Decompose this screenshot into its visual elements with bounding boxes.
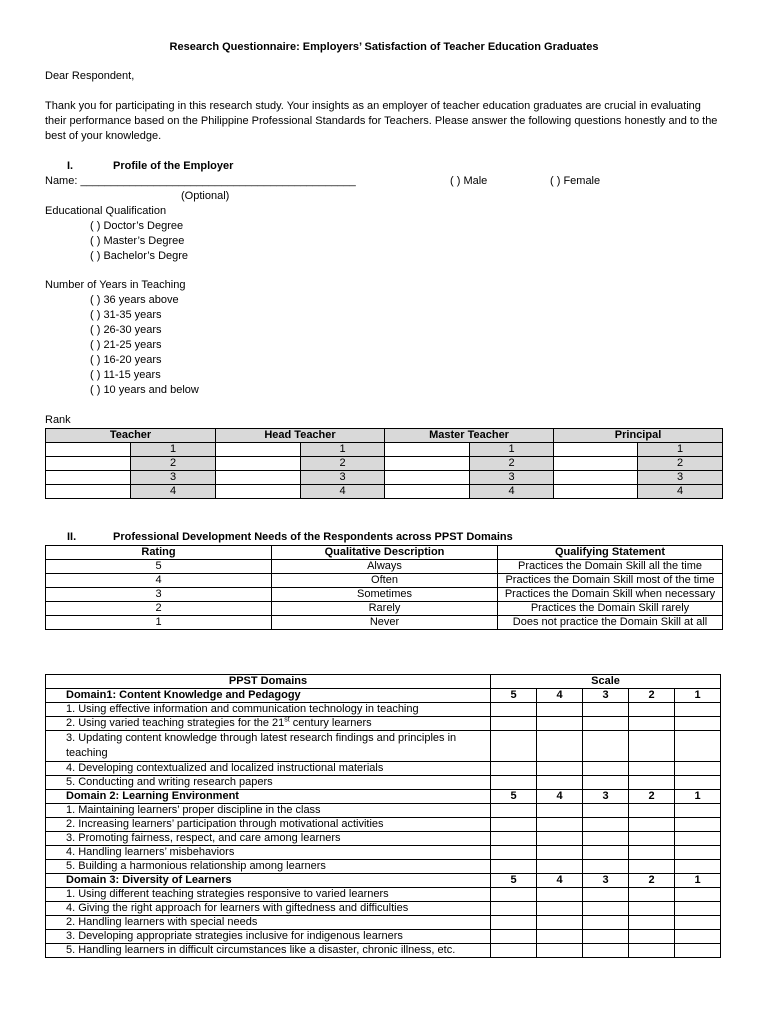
- rank-number: 4: [638, 485, 723, 499]
- rating-row: [46, 616, 723, 630]
- rank-number: 1: [638, 443, 723, 457]
- rank-blank-cell[interactable]: [385, 443, 470, 457]
- domain-item-row: [46, 832, 721, 846]
- scale-cell[interactable]: [491, 832, 537, 846]
- rating-description: Often: [272, 574, 498, 588]
- ppst-header-row: [46, 675, 721, 689]
- domain-title-row: [46, 874, 721, 888]
- scale-cell[interactable]: [583, 762, 629, 776]
- scale-cell[interactable]: [537, 731, 583, 762]
- years-label: Number of Years in Teaching: [45, 279, 186, 291]
- scale-cell[interactable]: [675, 860, 721, 874]
- scale-cell[interactable]: [583, 731, 629, 762]
- scale-cell[interactable]: [491, 888, 537, 902]
- domain-item-row: [46, 717, 721, 731]
- rating-value: 5: [46, 560, 272, 574]
- scale-cell[interactable]: [491, 818, 537, 832]
- rank-header-teacher: Teacher: [46, 429, 216, 443]
- scale-label: 5: [491, 874, 537, 888]
- rank-number: 4: [470, 485, 554, 499]
- domain-1-title: Domain1: Content Knowledge and Pedagogy: [46, 689, 491, 703]
- domain-item-row: [46, 703, 721, 717]
- rank-header-master-teacher: Master Teacher: [385, 429, 554, 443]
- rating-description: Rarely: [272, 602, 498, 616]
- section-2-number: II.: [67, 531, 77, 543]
- domain-item: 3. Developing appropriate strategies inclusive for indigenous learners: [46, 930, 491, 944]
- statement-header: Qualifying Statement: [498, 546, 723, 560]
- rating-statement: Practices the Domain Skill when necessary: [498, 588, 723, 602]
- rank-blank-cell[interactable]: [554, 485, 638, 499]
- scale-cell[interactable]: [675, 944, 721, 958]
- section-1-title: Profile of the Employer: [113, 160, 234, 172]
- scale-cell[interactable]: [629, 804, 675, 818]
- scale-cell[interactable]: [537, 888, 583, 902]
- domain-3-title: Domain 3: Diversity of Learners: [46, 874, 491, 888]
- scale-cell[interactable]: [537, 916, 583, 930]
- rating-row: [46, 560, 723, 574]
- scale-cell[interactable]: [629, 930, 675, 944]
- domain-item: [46, 717, 491, 731]
- rank-header-head-teacher: Head Teacher: [216, 429, 385, 443]
- scale-label: 1: [675, 874, 721, 888]
- scale-label: 4: [537, 790, 583, 804]
- domain-item: 5. Building a harmonious relationship among learners: [46, 860, 491, 874]
- scale-label: 5: [491, 790, 537, 804]
- scale-cell[interactable]: [583, 717, 629, 731]
- scale-label: 3: [583, 874, 629, 888]
- rank-number: 1: [470, 443, 554, 457]
- years-option[interactable]: ( ) 16-20 years: [90, 354, 162, 366]
- rank-row: [46, 443, 723, 457]
- domain-item-row: [46, 846, 721, 860]
- rank-label: Rank: [45, 414, 71, 426]
- intro-paragraph: Thank you for participating in this research study. Your insights as an employer of teacher education graduates are crucial in evaluating their performance based on the Philippine Professional Standards for Teachers. Please answer the following questions honestly and to the best of your knowledge.: [45, 100, 718, 142]
- scale-cell[interactable]: [537, 944, 583, 958]
- scale-cell[interactable]: [675, 703, 721, 717]
- domain-item: 5. Conducting and writing research papers: [46, 776, 491, 790]
- scale-cell[interactable]: [583, 944, 629, 958]
- scale-cell[interactable]: [675, 832, 721, 846]
- education-option[interactable]: ( ) Master’s Degree: [90, 235, 185, 247]
- rank-number: 1: [131, 443, 216, 457]
- rank-number: 3: [131, 471, 216, 485]
- scale-cell[interactable]: [491, 762, 537, 776]
- rank-blank-cell[interactable]: [554, 471, 638, 485]
- scale-cell[interactable]: [537, 762, 583, 776]
- rating-header: Rating: [46, 546, 272, 560]
- scale-cell[interactable]: [583, 804, 629, 818]
- rating-statement: Practices the Domain Skill most of the time: [498, 574, 723, 588]
- rank-blank-cell[interactable]: [216, 471, 301, 485]
- ppst-domains-table: [45, 674, 721, 958]
- scale-cell[interactable]: [629, 703, 675, 717]
- domain-2-title: Domain 2: Learning Environment: [46, 790, 491, 804]
- section-1-number: I.: [67, 160, 74, 172]
- rating-statement: Practices the Domain Skill rarely: [498, 602, 723, 616]
- rating-value: 2: [46, 602, 272, 616]
- scale-cell[interactable]: [537, 930, 583, 944]
- section-2-title: Professional Development Needs of the Respondents across PPST Domains: [113, 531, 513, 543]
- scale-cell[interactable]: [537, 832, 583, 846]
- scale-cell[interactable]: [491, 902, 537, 916]
- scale-cell[interactable]: [491, 930, 537, 944]
- domain-item-text-tail: century learners: [289, 717, 372, 729]
- scale-cell[interactable]: [629, 717, 675, 731]
- rating-description: Never: [272, 616, 498, 630]
- domain-item-row: [46, 930, 721, 944]
- years-option[interactable]: ( ) 36 years above: [90, 294, 179, 306]
- domain-item: 4. Handling learners’ misbehaviors: [46, 846, 491, 860]
- domain-item-row: [46, 902, 721, 916]
- scale-cell[interactable]: [675, 930, 721, 944]
- scale-label: 1: [675, 790, 721, 804]
- domain-title-row: [46, 689, 721, 703]
- years-option[interactable]: ( ) 11-15 years: [90, 369, 161, 381]
- domain-item: 5. Handling learners in difficult circumstances like a disaster, chronic illness, etc.: [46, 944, 491, 958]
- scale-cell[interactable]: [629, 832, 675, 846]
- scale-cell[interactable]: [675, 888, 721, 902]
- scale-cell[interactable]: [583, 916, 629, 930]
- rank-blank-cell[interactable]: [46, 443, 131, 457]
- scale-label: 4: [537, 689, 583, 703]
- scale-cell[interactable]: [629, 776, 675, 790]
- rank-blank-cell[interactable]: [216, 443, 301, 457]
- rank-number: 4: [131, 485, 216, 499]
- domain-item: 4. Developing contextualized and localized instructional materials: [46, 762, 491, 776]
- scale-label: 2: [629, 790, 675, 804]
- scale-cell[interactable]: [629, 818, 675, 832]
- rank-blank-cell[interactable]: [554, 457, 638, 471]
- domain-item-row: [46, 888, 721, 902]
- domain-item-row: [46, 762, 721, 776]
- rank-table: [45, 428, 723, 499]
- scale-cell[interactable]: [629, 846, 675, 860]
- scale-label: 3: [583, 790, 629, 804]
- document-title: Research Questionnaire: Employers’ Satisfaction of Teacher Education Graduates: [169, 41, 599, 53]
- scale-cell[interactable]: [675, 717, 721, 731]
- rating-row: [46, 602, 723, 616]
- rank-number: 2: [301, 457, 385, 471]
- rank-blank-cell[interactable]: [385, 471, 470, 485]
- scale-cell[interactable]: [583, 930, 629, 944]
- rating-row: [46, 574, 723, 588]
- rating-value: 4: [46, 574, 272, 588]
- domain-title-row: [46, 790, 721, 804]
- scale-cell[interactable]: [583, 832, 629, 846]
- scale-cell[interactable]: [583, 776, 629, 790]
- domain-item-text: 2. Using varied teaching strategies for the 21: [66, 717, 285, 729]
- scale-cell[interactable]: [491, 846, 537, 860]
- domain-item: 1. Using effective information and communication technology in teaching: [46, 703, 491, 717]
- rank-blank-cell[interactable]: [216, 485, 301, 499]
- scale-label: 3: [583, 689, 629, 703]
- rank-header-row: [46, 429, 723, 443]
- rating-row: [46, 588, 723, 602]
- scale-cell[interactable]: [583, 703, 629, 717]
- scale-cell[interactable]: [629, 888, 675, 902]
- scale-cell[interactable]: [491, 703, 537, 717]
- years-option[interactable]: ( ) 21-25 years: [90, 339, 162, 351]
- name-field-label: Name: _____________________________________________: [45, 175, 356, 187]
- rank-number: 2: [131, 457, 216, 471]
- scale-cell[interactable]: [629, 860, 675, 874]
- scale-label: 4: [537, 874, 583, 888]
- rank-number: 2: [470, 457, 554, 471]
- female-option[interactable]: ( ) Female: [550, 175, 601, 187]
- rating-scale-table: [45, 545, 723, 630]
- male-option[interactable]: ( ) Male: [450, 175, 488, 187]
- domain-item-row: [46, 818, 721, 832]
- scale-cell[interactable]: [629, 944, 675, 958]
- domain-item-row: [46, 804, 721, 818]
- domain-item: 1. Maintaining learners’ proper discipline in the class: [46, 804, 491, 818]
- years-option[interactable]: ( ) 31-35 years: [90, 309, 162, 321]
- scale-cell[interactable]: [537, 818, 583, 832]
- scale-cell[interactable]: [491, 944, 537, 958]
- description-header: Qualitative Description: [272, 546, 498, 560]
- scale-cell[interactable]: [583, 888, 629, 902]
- scale-cell[interactable]: [491, 731, 537, 762]
- scale-label: 1: [675, 689, 721, 703]
- domain-item-row: [46, 860, 721, 874]
- scale-cell[interactable]: [537, 902, 583, 916]
- rank-blank-cell[interactable]: [46, 471, 131, 485]
- rank-header-principal: Principal: [554, 429, 723, 443]
- years-option[interactable]: ( ) 26-30 years: [90, 324, 162, 336]
- domain-item: 2. Increasing learners’ participation through motivational activities: [46, 818, 491, 832]
- domain-item-superscript: st: [284, 716, 290, 724]
- scale-cell[interactable]: [583, 860, 629, 874]
- scale-cell[interactable]: [675, 846, 721, 860]
- scale-cell[interactable]: [491, 717, 537, 731]
- education-option[interactable]: ( ) Doctor’s Degree: [90, 220, 184, 232]
- scale-cell[interactable]: [629, 762, 675, 776]
- rating-statement: Practices the Domain Skill all the time: [498, 560, 723, 574]
- optional-note: (Optional): [181, 190, 230, 202]
- domain-item-row: [46, 731, 721, 762]
- rating-description: Sometimes: [272, 588, 498, 602]
- scale-cell[interactable]: [583, 902, 629, 916]
- rank-row: [46, 457, 723, 471]
- domain-item: 4. Giving the right approach for learners with giftedness and difficulties: [46, 902, 491, 916]
- scale-cell[interactable]: [537, 776, 583, 790]
- scale-cell[interactable]: [583, 846, 629, 860]
- domain-item-row: [46, 776, 721, 790]
- rating-statement: Does not practice the Domain Skill at all: [498, 616, 723, 630]
- scale-header: Scale: [491, 675, 721, 689]
- years-option[interactable]: ( ) 10 years and below: [90, 384, 199, 396]
- scale-cell[interactable]: [537, 717, 583, 731]
- rank-blank-cell[interactable]: [554, 443, 638, 457]
- education-option[interactable]: ( ) Bachelor’s Degre: [90, 250, 189, 262]
- rank-blank-cell[interactable]: [385, 457, 470, 471]
- scale-cell[interactable]: [675, 762, 721, 776]
- scale-cell[interactable]: [491, 776, 537, 790]
- scale-cell[interactable]: [491, 916, 537, 930]
- scale-cell[interactable]: [537, 703, 583, 717]
- scale-label: 2: [629, 874, 675, 888]
- education-label: Educational Qualification: [45, 205, 167, 217]
- scale-cell[interactable]: [675, 902, 721, 916]
- scale-cell[interactable]: [491, 860, 537, 874]
- scale-cell[interactable]: [675, 776, 721, 790]
- scale-cell[interactable]: [675, 916, 721, 930]
- domain-item: 1. Using different teaching strategies responsive to varied learners: [46, 888, 491, 902]
- rating-header-row: [46, 546, 723, 560]
- domain-item: 3. Updating content knowledge through latest research findings and principles in teaching: [46, 731, 491, 762]
- domain-item: 3. Promoting fairness, respect, and care among learners: [46, 832, 491, 846]
- rank-number: 1: [301, 443, 385, 457]
- scale-cell[interactable]: [537, 846, 583, 860]
- scale-cell[interactable]: [583, 818, 629, 832]
- rank-blank-cell[interactable]: [216, 457, 301, 471]
- salutation: Dear Respondent,: [45, 70, 135, 82]
- scale-cell[interactable]: [537, 804, 583, 818]
- rank-blank-cell[interactable]: [46, 457, 131, 471]
- domain-item-row: [46, 944, 721, 958]
- ppst-domains-header: PPST Domains: [46, 675, 491, 689]
- rank-row: [46, 471, 723, 485]
- scale-cell[interactable]: [675, 804, 721, 818]
- rank-blank-cell[interactable]: [46, 485, 131, 499]
- scale-cell[interactable]: [537, 860, 583, 874]
- scale-cell[interactable]: [629, 731, 675, 762]
- scale-label: 5: [491, 689, 537, 703]
- rank-number: 2: [638, 457, 723, 471]
- scale-cell[interactable]: [675, 731, 721, 762]
- rank-number: 4: [301, 485, 385, 499]
- rank-number: 3: [301, 471, 385, 485]
- scale-cell[interactable]: [629, 902, 675, 916]
- rating-value: 1: [46, 616, 272, 630]
- rating-value: 3: [46, 588, 272, 602]
- scale-label: 2: [629, 689, 675, 703]
- scale-cell[interactable]: [675, 818, 721, 832]
- domain-item-row: [46, 916, 721, 930]
- rank-number: 3: [470, 471, 554, 485]
- rank-row: [46, 485, 723, 499]
- scale-cell[interactable]: [491, 804, 537, 818]
- rating-description: Always: [272, 560, 498, 574]
- rank-blank-cell[interactable]: [385, 485, 470, 499]
- domain-item: 2. Handling learners with special needs: [46, 916, 491, 930]
- scale-cell[interactable]: [629, 916, 675, 930]
- rank-number: 3: [638, 471, 723, 485]
